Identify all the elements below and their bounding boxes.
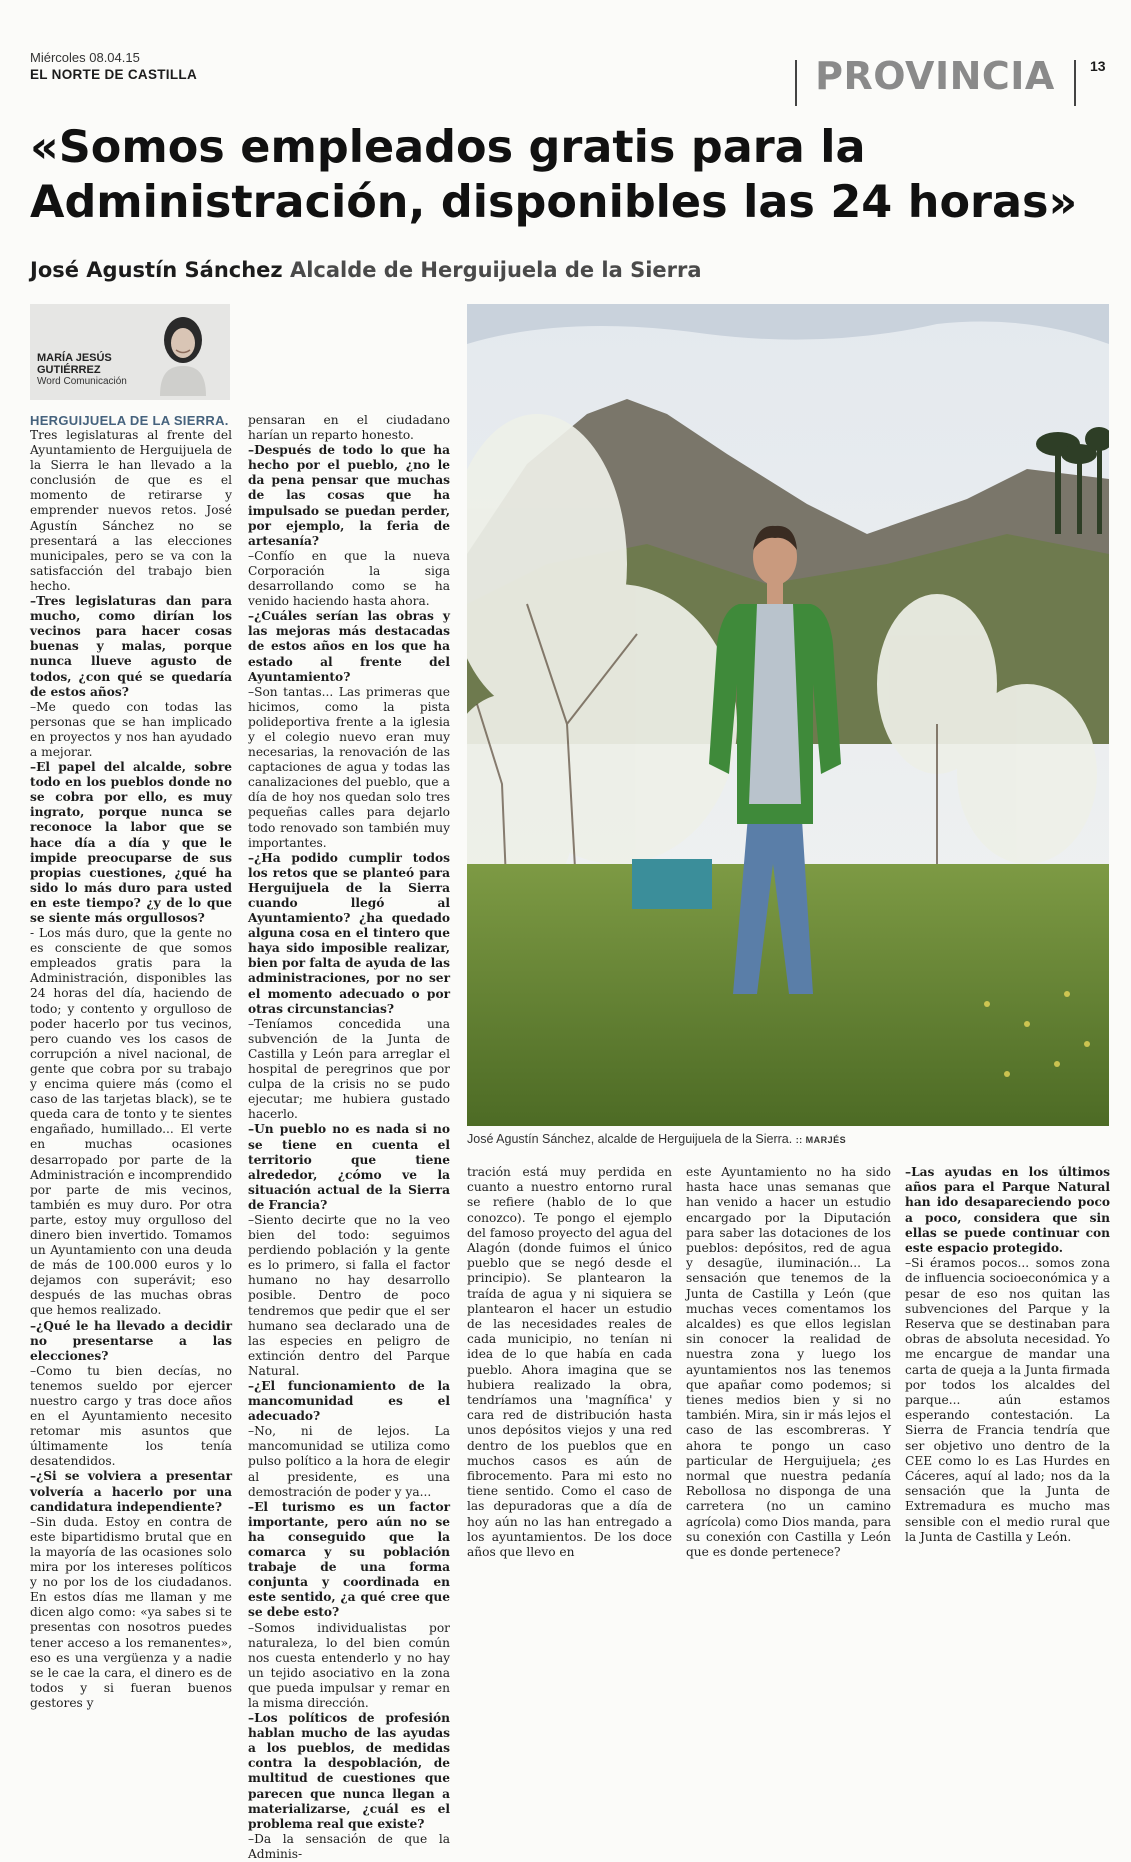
page-number: 13 [1090, 58, 1106, 74]
interview-question: –¿Qué le ha llevado a decidir no presentarse a las elecciones? [30, 1318, 232, 1363]
interview-answer: tración está muy perdida en cuanto a nuestro entorno rural se refiere (hablo de lo que conozco). Te pongo el ejemplo del famoso proyecto del agua del Alagón (donde fuimos el único pueblo que se negó desde el principio). Se plantearon la traída de agua y ni siquiera se plantearon el hacer un estudio de las necesidades reales de cada municipio, no tenían ni idea de lo que había en cada pueblo. Ahora imagina que se hubiera realizado la obra, tendríamos una 'magnífica' y cara red de distribución hasta unos depósitos viejos y una red dentro de los pueblos que en muchos casos es aún de fibrocemento. Para mi esto no tiene sentido. Como el caso de las depuradoras que a día de hoy aún no las han entregado a los ayuntamientos. De los doce años que llevo en [467, 1165, 672, 1560]
section-divider-left [795, 60, 797, 106]
interview-answer: –Me quedo con todas las personas que se han implicado en proyectos y nos han ayudado a mejorar. [30, 699, 232, 759]
article-column-4 [686, 1165, 891, 1560]
headline-line-2: Administración, disponibles las 24 horas» [30, 177, 1078, 228]
interview-question: –El papel del alcalde, sobre todo en los pueblos donde no se cobra por ello, es muy ingrato, porque nunca se reconoce la labor que se hace día a día y que le impide preocuparse de sus propias cuestiones, ¿qué ha sido lo más duro para usted en este tiempo? ¿y de lo que se siente más orgullosos? [30, 760, 232, 925]
headline [30, 120, 1110, 230]
interview-question: –Las ayudas en los últimos años para el Parque Natural han ido desapareciendo poco a poco, considera que sin ellas se puede continuar con este espacio protegido. [905, 1165, 1110, 1256]
caption-text: José Agustín Sánchez, alcalde de Herguijuela de la Sierra. [467, 1132, 793, 1146]
interview-question: –¿Si se volviera a presentar volvería a hacerlo por una candidatura independiente? [30, 1469, 232, 1514]
interview-answer: –Si éramos pocos... somos zona de influencia socioeconómica y a pesar de eso nos quitan las subvenciones del Parque y la Reserva que se destinaban para obras de absoluta necesidad. Yo me encargue de mandar una carta de queja a la Junta firmada por todos los alcaldes del parque... aún estamos esperando contestación. La Sierra de Francia tendría que ser objetivo uno dentro de la CEE como lo es Las Hurdes en Cáceres, aquí al lado; nos da la sensación que la Junta de Extremadura es mucho mas sensible con el medio rural que la Junta de Castilla y León. [905, 1256, 1110, 1544]
byline [30, 258, 702, 282]
interview-answer: Tres legislaturas al frente del Ayuntamiento de Herguijuela de la Sierra le han llevado a la conclusión de que es el momento de retirarse y emprender nuevos retos. José Agustín Sánchez no se presentará a las elecciones municipales, pero se va con la satisfacción del trabajo bien hecho. [30, 428, 232, 593]
newspaper-name: EL NORTE DE CASTILLA [30, 67, 198, 82]
article-column-3 [467, 1165, 672, 1560]
article-column-2 [248, 413, 450, 1862]
author-name-line-1: MARÍA JESÚS [37, 352, 112, 364]
photo-caption [467, 1132, 846, 1146]
author-name-line-2: GUTIÉRREZ [37, 364, 101, 376]
interview-question: –Los políticos de profesión hablan mucho de las ayudas a los pueblos, de medidas contra la despoblación, de multitud de cuestiones que parecen que nunca llegan a materializarse, ¿cuál es el problema real que existe? [248, 1711, 450, 1831]
interview-answer: –Somos individualistas por naturaleza, lo del bien común nos cuesta entenderlo y no hay un tejido asociativo en la zona que pueda impulsar y remar en la misma dirección. [248, 1620, 450, 1710]
interview-question: –El turismo es un factor importante, pero aún no se ha conseguido que la comarca y su población trabaje de una forma conjunta y coordinada en este sentido, ¿a qué cree que se debe esto? [248, 1499, 450, 1620]
interview-answer: pensaran en el ciudadano harían un reparto honesto. [248, 413, 450, 443]
section-divider-right [1074, 60, 1076, 106]
interview-question: –Un pueblo no es nada si no se tiene en cuenta el territorio que tiene alrededor, ¿cómo ve la situación actual de la Sierra de Francia? [248, 1122, 450, 1212]
interview-question: –Después de todo lo que ha hecho por el pueblo, ¿no le da pena pensar que muchas de las cosas que ha impulsado se puedan perder, por ejemplo, la feria de artesanía? [248, 443, 450, 548]
interview-answer: –Confío en que la nueva Corporación la siga desarrollando como se ha venido haciendo hasta ahora. [248, 548, 450, 609]
interview-question: –¿El funcionamiento de la mancomunidad es el adecuado? [248, 1379, 450, 1424]
dateline: HERGUIJUELA DE LA SIERRA. [30, 413, 229, 428]
interview-answer: –Teníamos concedida una subvención de la Junta de Castilla y León para arreglar el hospital de peregrinos que por culpa de la crisis no se pudo ejecutar; me hubiera gustado hacerlo. [248, 1016, 450, 1122]
interview-question: –¿Cuáles serían las obras y las mejoras más destacadas de estos años en los que ha estado al frente del Ayuntamiento? [248, 609, 450, 684]
blue-bench [632, 859, 712, 909]
article-column-5 [905, 1165, 1110, 1545]
interview-answer: –Como tu bien decías, no tenemos sueldo por ejercer nuestro cargo y tras doce años en el Ayuntamiento necesito retomar mis asuntos que últimamente los tenía desatendidos. [30, 1363, 232, 1469]
section-title: PROVINCIA [815, 54, 1055, 98]
interview-answer: –Sin duda. Estoy en contra de este bipartidismo brutal que en la mayoría de las ocasiones solo mira por los intereses políticos y no por los de los ciudadanos. En estos días me llaman y me dicen algo como: «ya sabes si te presentas con nosotros puedes tener acceso a los remanentes», eso es una vergüenza y a nadie se le cae la cara, el dinero es de todos y si fueran buenos gestores y [30, 1514, 232, 1710]
article-column-1 [30, 413, 232, 1711]
interview-question: –Tres legislaturas dan para mucho, como dirían los vecinos para hacer cosas buenas y malas, porque nunca llueve agusto de todos, ¿con qué se quedaría de estos años? [30, 594, 232, 699]
interviewee-role: Alcalde de Herguijuela de la Sierra [289, 258, 702, 282]
interview-answer: –Da la sensación de que la Adminis- [248, 1831, 450, 1861]
photo-credit: :: MARJÉS [795, 1135, 847, 1145]
interview-question: –¿Ha podido cumplir todos los retos que se planteó para Herguijuela de la Sierra cuando llegó al Ayuntamiento? ¿ha quedado alguna cosa en el tintero que haya sido imposible realizar, bien por falta de ayuda de las administraciones, por no ser el momento adecuado o por otras circunstancias? [248, 850, 450, 1016]
author-organization: Word Comunicación [37, 376, 127, 387]
author-portrait [146, 310, 220, 396]
interview-photo [467, 304, 1109, 1126]
interview-answer: –No, ni de lejos. La mancomunidad se utiliza como pulso político a la hora de elegir al presidente, es una demostración de poder y ya... [248, 1424, 450, 1499]
interview-answer: –Son tantas... Las primeras que hicimos, como la pista polideportiva frente a la iglesia y el colegio nuevo eran muy necesarias, la renovación de las captaciones de agua y todas las canalizaciones del pueblo, que a día de hoy nos quedan solo tres pequeñas calles para dejarlo todo renovado son también muy importantes. [248, 684, 450, 850]
interviewee-name: José Agustín Sánchez [30, 258, 283, 282]
author-name [37, 352, 137, 376]
interview-answer: - Los más duro, que la gente no es consciente de que somos empleados gratis para la Administración, disponibles las 24 horas del día, haciendo de todo; y contento y orgulloso de poder hacerlo por tus vecinos, pero cuando ves los casos de corrupción a nivel nacional, de gente que cobra por su trabajo y encima quiere más (como el caso de las tarjetas black), se te queda cara de tonto y te sientes engañado, humillado... El verte en muchas ocasiones desarropado por parte de la Administración e incomprendido por parte de mis vecinos, también es muy duro. Por otra parte, estoy muy orgulloso del dinero bien invertido. Tomamos un Ayuntamiento con una deuda de más de 100.000 euros y lo dejamos con superávit; eso después de las muchas obras que hemos realizado. [30, 926, 232, 1318]
edition-date: Miércoles 08.04.15 [30, 50, 140, 65]
interview-answer: –Siento decirte que no la veo bien del todo: seguimos perdiendo población y la gente es lo primero, si falla el factor humano no hay desarrollo posible. Dentro de poco tendremos que pedir que el ser humano sea declarado una de las especies en peligro de extinción dentro del Parque Natural. [248, 1212, 450, 1378]
interview-answer: este Ayuntamiento no ha sido hasta hace unas semanas que han venido a hacer un estudio encargado por la Diputación para saber las dotaciones de los pueblos: depósitos, red de agua y desagüe, iluminación... La sensación que tenemos de la Junta de Castilla y León (que muchas veces comentamos los alcaldes) es que ellos legislan sin conocer la realidad de nuestra zona y luego los ayuntamientos nos las tenemos que apañar como podemos; si tienes medios bien y si no también. Mira, sin ir más lejos el caso de las escombreras. Y ahora te pongo un caso particular de Herguijuela; ¿es normal que nuestra pedanía Rebollosa no disponga de una carretera (no un camino agrícola) como Dios manda, para su conexión con Castilla y León que es donde pertenece? [686, 1165, 891, 1560]
headline-line-1: «Somos empleados gratis para la [30, 122, 866, 173]
